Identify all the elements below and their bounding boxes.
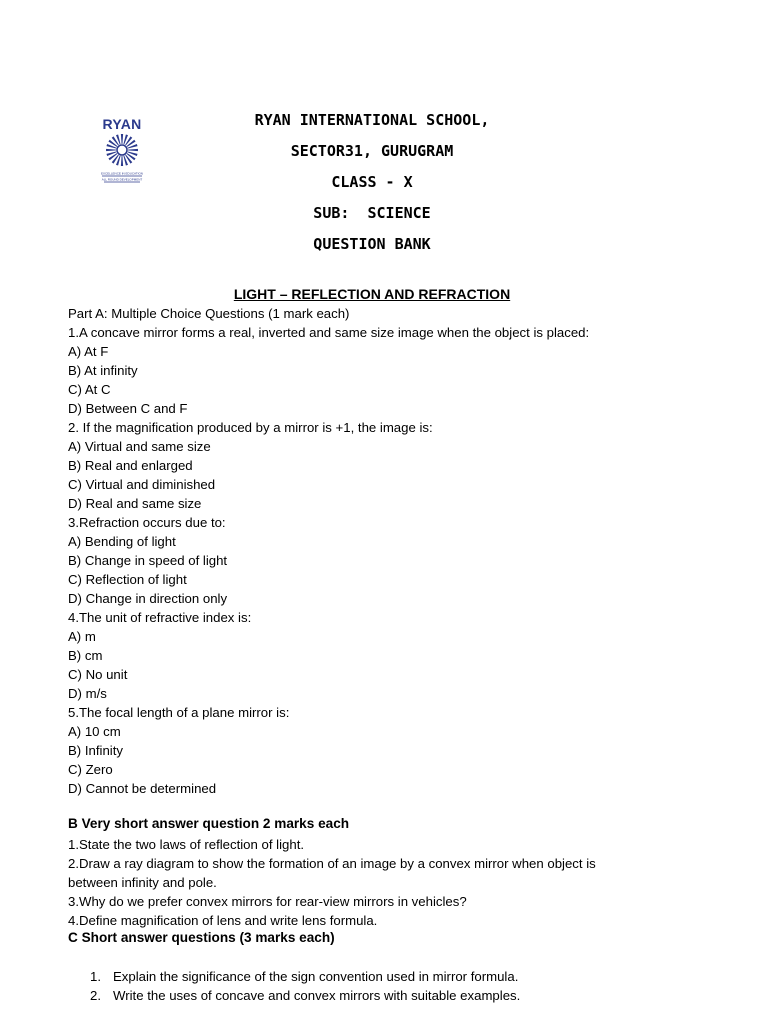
option-line: B) Change in speed of light: [68, 553, 228, 568]
option-line: C) Reflection of light: [68, 572, 187, 587]
list-item-number: 1.: [90, 969, 101, 984]
question-line: 1.State the two laws of reflection of light.: [68, 837, 305, 852]
logo-tagline-1: EXCELLENCE IN EDUCATION: [101, 171, 143, 176]
option-line: B) Infinity: [68, 743, 123, 758]
option-line: A) m: [68, 629, 96, 644]
school-location: SECTOR31, GURUGRAM: [290, 142, 454, 160]
list-item-number: 2.: [90, 988, 101, 1003]
option-line: D) Cannot be determined: [68, 781, 217, 796]
question-line: 2.Draw a ray diagram to show the formation of an image by a convex mirror when object is: [68, 856, 596, 871]
option-line: A) At F: [68, 344, 109, 359]
option-line: B) Real and enlarged: [68, 458, 193, 473]
option-line: D) m/s: [68, 686, 107, 701]
school-name: RYAN INTERNATIONAL SCHOOL,: [254, 111, 490, 129]
list-item-text: Write the uses of concave and convex mirrors with suitable examples.: [113, 988, 521, 1003]
part-b-heading: B Very short answer question 2 marks each: [68, 816, 350, 831]
school-logo: [94, 116, 150, 188]
part-c-section: [90, 967, 690, 1005]
option-line: D) Change in direction only: [68, 591, 228, 606]
logo-word: RYAN: [102, 116, 142, 132]
part-a-heading: Part A: Multiple Choice Questions (1 mark each): [68, 306, 350, 321]
subject-label: SUB: SCIENCE: [313, 204, 431, 222]
option-line: C) Virtual and diminished: [68, 477, 216, 492]
option-line: A) Bending of light: [68, 534, 176, 549]
option-line: A) Virtual and same size: [68, 439, 211, 454]
list-item: [90, 986, 690, 1005]
question-line: 3.Why do we prefer convex mirrors for rear-view mirrors in vehicles?: [68, 894, 467, 909]
option-line: D) Between C and F: [68, 401, 188, 416]
question-line: 2. If the magnification produced by a mirror is +1, the image is:: [68, 420, 433, 435]
question-line: 5.The focal length of a plane mirror is:: [68, 705, 290, 720]
logo-tagline-2: ALL ROUND DEVELOPMENT: [101, 177, 143, 182]
option-line: A) 10 cm: [68, 724, 121, 739]
logo-ray: [128, 149, 138, 151]
question-line: 1.A concave mirror forms a real, inverted and same size image when the object is placed:: [68, 325, 590, 340]
chapter-title: LIGHT – REFLECTION AND REFRACTION: [233, 286, 511, 302]
question-line: between infinity and pole.: [68, 875, 217, 890]
question-line: 4.The unit of refractive index is:: [68, 610, 252, 625]
option-line: C) Zero: [68, 762, 113, 777]
option-line: B) At infinity: [68, 363, 138, 378]
part-a-section: [68, 304, 668, 798]
option-line: C) At C: [68, 382, 111, 397]
logo-ray: [106, 149, 116, 151]
logo-emblem-icon: [94, 132, 150, 188]
list-item: [90, 967, 690, 986]
class-label: CLASS - X: [331, 173, 413, 191]
document-type: QUESTION BANK: [313, 235, 431, 253]
option-line: C) No unit: [68, 667, 128, 682]
part-b-section: [68, 835, 668, 930]
list-item-text: Explain the significance of the sign convention used in mirror formula.: [113, 969, 519, 984]
question-line: 3.Refraction occurs due to:: [68, 515, 226, 530]
part-c-heading: C Short answer questions (3 marks each): [68, 930, 335, 945]
logo-ray: [121, 156, 123, 166]
option-line: B) cm: [68, 648, 103, 663]
question-line: 4.Define magnification of lens and write lens formula.: [68, 913, 378, 928]
logo-ray: [121, 134, 123, 144]
option-line: D) Real and same size: [68, 496, 202, 511]
